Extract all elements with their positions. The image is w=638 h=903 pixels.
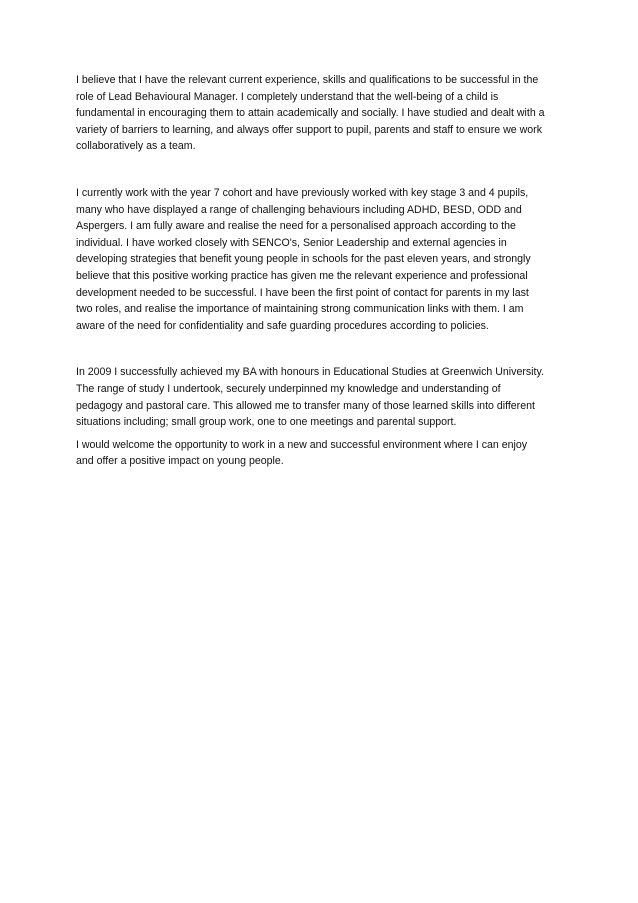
text-line: I currently work with the year 7 cohort and have previously worked with key stage 3 and 4 pupils, — [76, 186, 529, 199]
document-page — [76, 72, 568, 470]
text-line: I would welcome the opportunity to work in a new and successful environment where I can enjoy — [76, 438, 528, 451]
text-line: aware of the need for confidentiality and safe guarding procedures according to policies. — [76, 319, 489, 332]
paragraph-experience-summary — [76, 72, 568, 155]
text-line: individual. I have worked closely with SENCO's, Senior Leadership and external agencies in — [76, 236, 507, 249]
paragraph-qualifications — [76, 364, 568, 430]
text-line: many who have displayed a range of challenging behaviours including ADHD, BESD, ODD and — [76, 203, 522, 216]
text-line: situations including; small group work, one to one meetings and parental support. — [76, 416, 457, 429]
text-line: pedagogy and pastoral care. This allowed me to transfer many of those learned skills into different — [76, 399, 535, 412]
paragraph-current-work — [76, 185, 568, 334]
text-line: and offer a positive impact on young people. — [76, 455, 284, 468]
paragraph-closing — [76, 437, 568, 470]
text-line: role of Lead Behavioural Manager. I completely understand that the well-being of a child is — [76, 90, 499, 103]
text-line: collaboratively as a team. — [76, 140, 196, 153]
text-line: development needed to be successful. I have been the first point of contact for parents in my last — [76, 286, 529, 299]
text-line: Aspergers. I am fully aware and realise the need for a personalised approach according to the — [76, 220, 516, 233]
text-line: variety of barriers to learning, and always offer support to pupil, parents and staff to ensure we work — [76, 123, 542, 136]
text-line: The range of study I undertook, securely underpinned my knowledge and understanding of — [76, 382, 501, 395]
text-line: fundamental in encouraging them to attain academically and socially. I have studied and dealt with a — [76, 107, 545, 120]
text-line: believe that this positive working practice has given me the relevant experience and professional — [76, 269, 528, 282]
text-line: two roles, and realise the importance of maintaining strong communication links with them. I am — [76, 303, 524, 316]
text-line: developing strategies that benefit young people in schools for the past eleven years, and strongly — [76, 253, 531, 266]
text-line: I believe that I have the relevant current experience, skills and qualifications to be successful in the — [76, 74, 539, 86]
text-line: In 2009 I successfully achieved my BA with honours in Educational Studies at Greenwich University. — [76, 366, 544, 379]
